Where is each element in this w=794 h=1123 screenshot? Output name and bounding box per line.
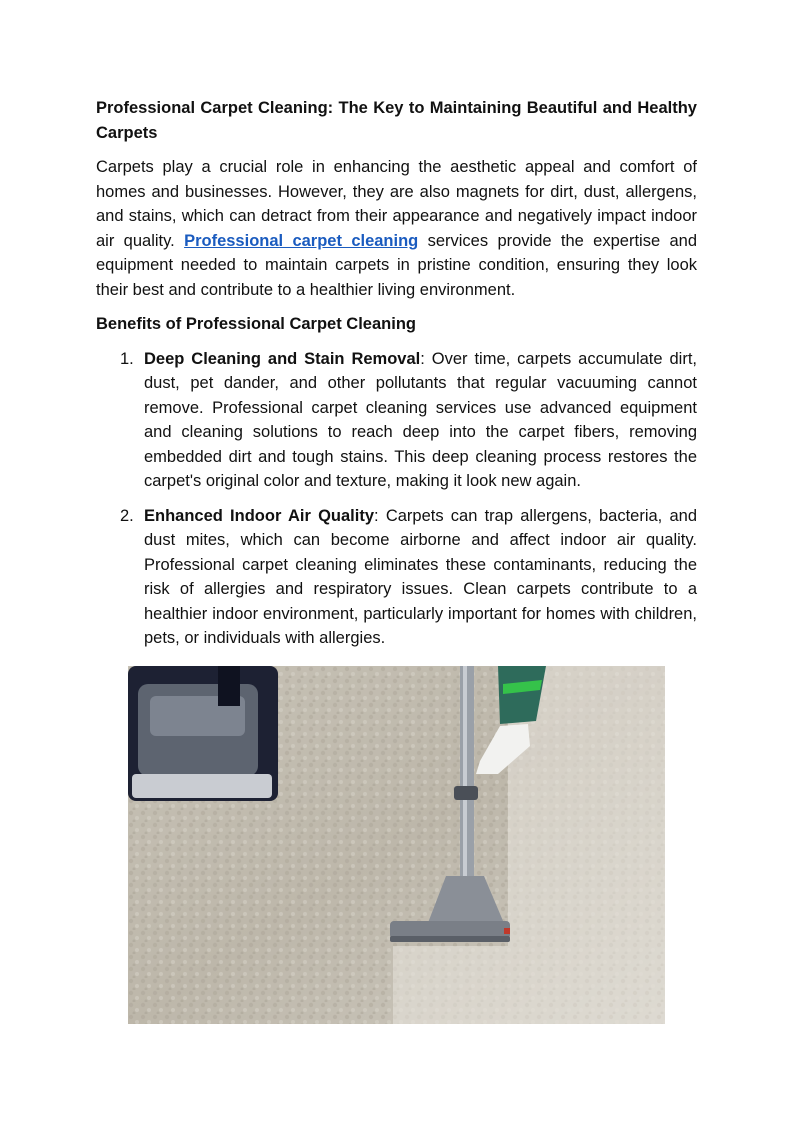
document-body: [96, 96, 697, 661]
carpet-cleaning-photo: [128, 666, 665, 1024]
intro-text-after-link: services provide the expertise and equipment needed to maintain carpets in pristine condition, ensuring they look their best and contribute to a healthier living environment.: [96, 231, 697, 299]
document-title: Professional Carpet Cleaning: The Key to Maintaining Beautiful and Healthy Carpets: [96, 99, 697, 142]
list-item-text: : Carpets can trap allergens, bacteria, and dust mites, which can become airborne and affect indoor air quality. Professional carpet cleaning eliminates these contaminants, reducing the risk of allergies and respiratory issues. Clean carpets contribute to a healthier indoor environment, particularly important for homes with children, pets, or individuals with allergies.: [144, 506, 697, 647]
list-item: [96, 504, 697, 651]
intro-text-before-link: Carpets play a crucial role in enhancing the aesthetic appeal and comfort of homes and businesses. However, they are also magnets for dirt, dust, allergens, and stains, which can detract from their appearance and negatively impact indoor air quality.: [96, 158, 697, 250]
list-item-number: 2.: [120, 506, 134, 525]
list-item-text: : Over time, carpets accumulate dirt, dust, pet dander, and other pollutants that regular vacuuming cannot remove. Professional carpet cleaning services use advanced equipment and cleaning solutions to reach deep into the carpet fibers, removing embedded dirt and tough stains. This deep cleaning process restores the carpet's original color and texture, making it look new again.: [144, 349, 698, 490]
professional-carpet-cleaning-link[interactable]: Professional carpet cleaning: [184, 231, 419, 250]
list-item: [96, 347, 697, 494]
intro-paragraph: [96, 155, 697, 302]
carpet-cleaner-machine: [128, 666, 278, 801]
section-heading: Benefits of Professional Carpet Cleaning: [96, 315, 416, 333]
list-item-number: 1.: [120, 349, 134, 368]
list-item-heading: Deep Cleaning and Stain Removal: [144, 349, 421, 368]
benefits-list: [96, 347, 697, 651]
list-item-heading: Enhanced Indoor Air Quality: [144, 506, 375, 525]
